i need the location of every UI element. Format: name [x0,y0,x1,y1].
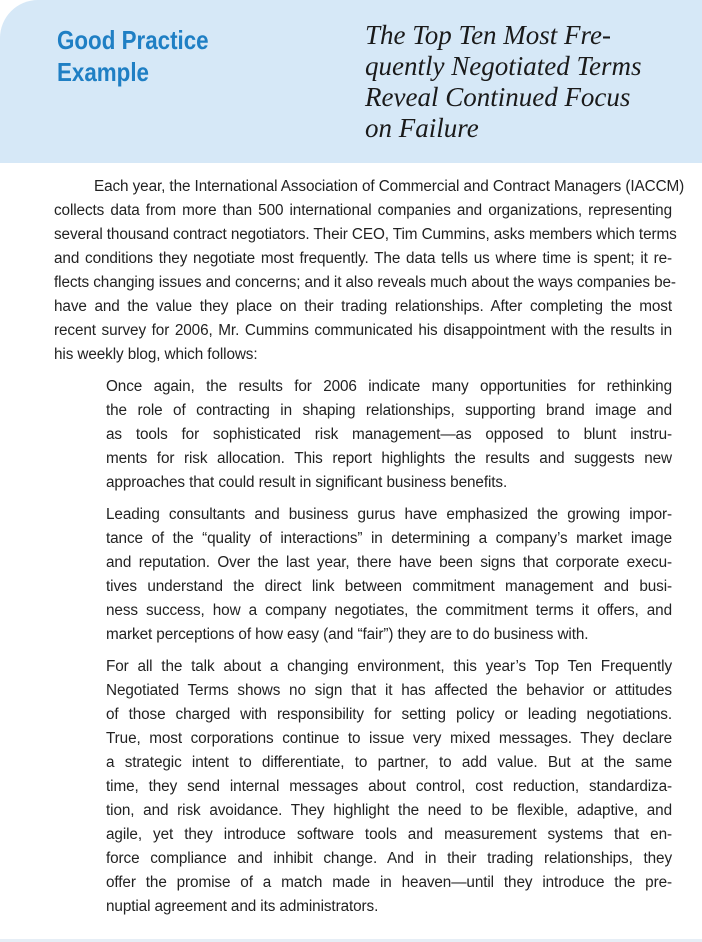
text-line: have and the value they place on their trading relationships. After completing the most [54,298,672,315]
quote-paragraph-3 [106,655,672,919]
text-line: force compliance and inhibit change. And in their trading relationships, they [106,850,672,867]
text-line: Leading consultants and business gurus have emphasized the growing impor- [106,506,672,523]
text-line: tion, and risk avoidance. They highlight the need to be flexible, adaptive, and [106,802,672,819]
text-line: his weekly blog, which follows: [54,346,258,363]
text-line: For all the talk about a changing environment, this year’s Top Ten Frequently [106,658,672,675]
text-line: a strategic intent to differentiate, to partner, to add value. But at the same [106,754,672,771]
text-line: collects data from more than 500 international companies and organizations, representing [54,202,672,219]
article-body [54,175,685,919]
text-line: as tools for sophisticated risk management—as opposed to blunt instru- [106,426,672,443]
text-line: Once again, the results for 2006 indicate many opportunities for rethinking [106,378,672,395]
text-line: ness success, how a company negotiates, the commitment terms it offers, and [106,602,672,619]
text-line: several thousand contract negotiators. Their CEO, Tim Cummins, asks members which terms [54,226,677,243]
text-line: offer the promise of a match made in heaven—until they introduce the pre- [106,874,672,891]
article-title: The Top Ten Most Fre- quently Negotiated Terms Reveal Continued Focus on Failure [365,20,642,143]
text-line: approaches that could result in significant business benefits. [106,474,508,491]
text-line: True, most corporations continue to issue very mixed messages. They declare [106,730,672,747]
text-line: market perceptions of how easy (and “fair”) they are to do business with. [106,626,589,643]
text-line: flects changing issues and concerns; and it also reveals much about the ways companies be- [54,274,676,291]
text-line: recent survey for 2006, Mr. Cummins communicated his disappointment with the results in [54,322,672,339]
section-label: Good Practice Example [57,25,209,87]
text-line: agile, yet they introduce software tools and measurement systems that en- [106,826,672,843]
text-line: time, they send internal messages about control, cost reduction, standardiza- [106,778,672,795]
text-line: nuptial agreement and its administrators. [106,898,379,915]
text-line: Negotiated Terms shows no sign that it has affected the behavior or attitudes [106,682,672,699]
text-line: and conditions they negotiate most frequently. The data tells us where time is spent; it re- [54,250,672,267]
text-line: tives understand the direct link between commitment management and busi- [106,578,672,595]
text-line: Each year, the International Association of Commercial and Contract Managers (IACCM) [94,178,685,195]
header-banner [0,0,702,163]
text-line: tance of the “quality of interactions” in determining a company’s market image [106,530,672,547]
text-line: of those charged with responsibility for setting policy or leading negotiations. [106,706,672,723]
quote-paragraph-1 [106,375,672,495]
intro-paragraph [54,175,685,367]
text-line: ments for risk allocation. This report highlights the results and suggests new [106,450,672,467]
text-line: and reputation. Over the last year, there have been signs that corporate execu- [106,554,672,571]
text-line: the role of contracting in shaping relationships, supporting brand image and [106,402,672,419]
quote-paragraph-2 [106,503,672,647]
